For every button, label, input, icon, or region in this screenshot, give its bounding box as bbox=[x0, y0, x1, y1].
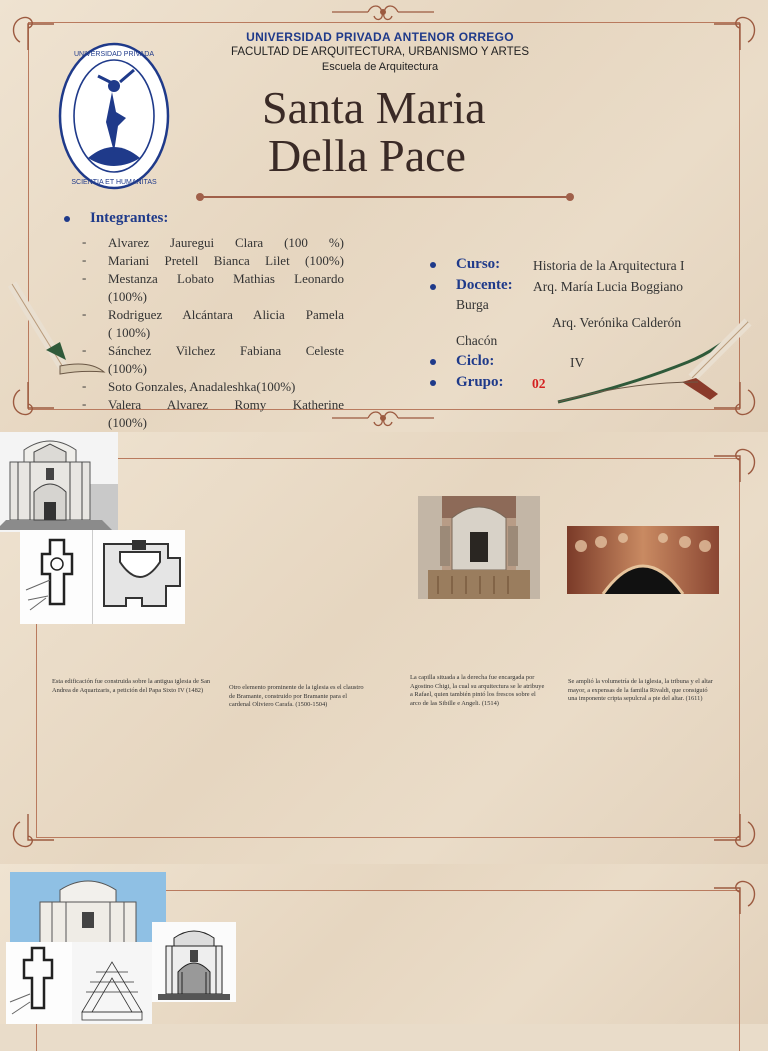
list-dash: - bbox=[82, 342, 87, 357]
cycle-label: Ciclo: bbox=[456, 353, 495, 369]
bullet-icon bbox=[430, 380, 436, 386]
group-value: 02 bbox=[532, 376, 546, 391]
book-quill-icon bbox=[6, 280, 106, 390]
corner-flourish-icon bbox=[712, 812, 762, 862]
axonometric-drawing-image bbox=[72, 942, 152, 1024]
member-item: Mariani Pretell Bianca Lilet (100%) bbox=[108, 253, 344, 268]
corner-flourish-icon bbox=[6, 812, 56, 862]
group-label: Grupo: bbox=[456, 374, 504, 390]
teacher-label: Docente: bbox=[456, 277, 513, 293]
list-dash: - bbox=[82, 234, 87, 249]
university-seal-logo bbox=[58, 42, 170, 190]
title-divider bbox=[200, 196, 570, 198]
floor-plan-image bbox=[6, 942, 72, 1024]
list-dash: - bbox=[82, 306, 87, 321]
member-item: (100%) bbox=[108, 415, 147, 430]
member-item: Valera Alvarez Romy Katherine bbox=[108, 397, 344, 412]
member-item: (100%) bbox=[108, 289, 147, 304]
member-item: ( 100%) bbox=[108, 325, 151, 340]
church-facade-image bbox=[10, 872, 166, 952]
member-item: Rodriguez Alcántara Alicia Pamela bbox=[108, 307, 344, 322]
corner-flourish-icon bbox=[712, 2, 762, 52]
list-dash: - bbox=[82, 252, 87, 267]
chapel-photo bbox=[418, 496, 540, 599]
list-dash: - bbox=[82, 270, 87, 285]
list-dash: - bbox=[82, 396, 87, 411]
caption-text: La capilla situada a la derecha fue encargada por Agostino Chigi, la cual su arquitectura se le atribuye a Rafael, quien también pintó los frescos sobre el arco de las Sibille e Angeli. (1514) bbox=[410, 674, 545, 707]
bullet-icon bbox=[64, 216, 70, 222]
svg-text:UNIVERSIDAD PRIVADA: UNIVERSIDAD PRIVADA bbox=[74, 51, 154, 58]
church-elevation-drawing bbox=[152, 922, 236, 1002]
bullet-icon bbox=[430, 359, 436, 365]
faculty-name: FACULTAD DE ARQUITECTURA, URBANISMO Y ARTES bbox=[231, 46, 529, 58]
third-slide bbox=[0, 864, 768, 1024]
church-facade-image bbox=[0, 432, 118, 532]
member-item: Sánchez Vilchez Fabiana Celeste bbox=[108, 343, 344, 358]
top-ornament-icon bbox=[330, 2, 436, 22]
caption-text: Otro elemento prominente de la iglesia es el claustro de Bramante, construido por Bramante para el cardenal Oliviero Carafa. (1500-1504) bbox=[229, 684, 364, 709]
caption-text: Esta edificación fue construida sobre la antigua iglesia de San Andrea de Aquarizaris, a petición del Papa Sixto IV (1482) bbox=[52, 678, 211, 694]
bullet-icon bbox=[430, 284, 436, 290]
page-title bbox=[262, 84, 486, 180]
corner-flourish-icon bbox=[712, 866, 762, 916]
cycle-value: IV bbox=[570, 355, 585, 370]
ornate-frame bbox=[36, 458, 740, 838]
school-name: Escuela de Arquitectura bbox=[321, 61, 439, 73]
teacher-value-2-cont: Chacón bbox=[456, 333, 498, 348]
member-item: Mestanza Lobato Mathias Leonardo bbox=[108, 271, 344, 286]
teacher-value-cont: Burga bbox=[456, 297, 489, 312]
course-label: Curso: bbox=[456, 256, 501, 272]
svg-text:SCIENTIA ET HUMANITAS: SCIENTIA ET HUMANITAS bbox=[71, 179, 157, 186]
member-item: Alvarez Jauregui Clara (100 %) bbox=[108, 235, 344, 250]
list-dash: - bbox=[82, 378, 87, 393]
bottom-ornament-icon bbox=[330, 408, 436, 428]
title-line-1: Santa Maria bbox=[262, 82, 486, 133]
course-value: Historia de la Arquitectura I bbox=[533, 258, 685, 273]
floor-plan-image bbox=[20, 530, 185, 624]
teacher-value: Arq. María Lucia Boggiano bbox=[533, 279, 683, 294]
corner-flourish-icon bbox=[6, 2, 56, 52]
title-slide bbox=[0, 0, 768, 432]
member-item: Soto Gonzales, Anadaleshka(100%) bbox=[108, 379, 296, 394]
corner-flourish-icon bbox=[712, 434, 762, 484]
fresco-sibyls-photo bbox=[567, 526, 719, 594]
title-line-2: Della Pace bbox=[268, 130, 466, 181]
bullet-icon bbox=[430, 262, 436, 268]
university-name: UNIVERSIDAD PRIVADA ANTENOR ORREGO bbox=[246, 30, 514, 44]
member-item: (100%) bbox=[108, 361, 147, 376]
content-slide bbox=[0, 432, 768, 864]
caption-text: Se amplió la volumetría de la iglesia, la tribuna y el altar mayor, a expensas de la familia Rivaldi, que consiguió una imponente cripta sepulcral a pie del altar. (1611) bbox=[568, 678, 713, 703]
teacher-value-2: Arq. Verónika Calderón bbox=[552, 315, 682, 330]
members-label: Integrantes: bbox=[90, 210, 169, 226]
